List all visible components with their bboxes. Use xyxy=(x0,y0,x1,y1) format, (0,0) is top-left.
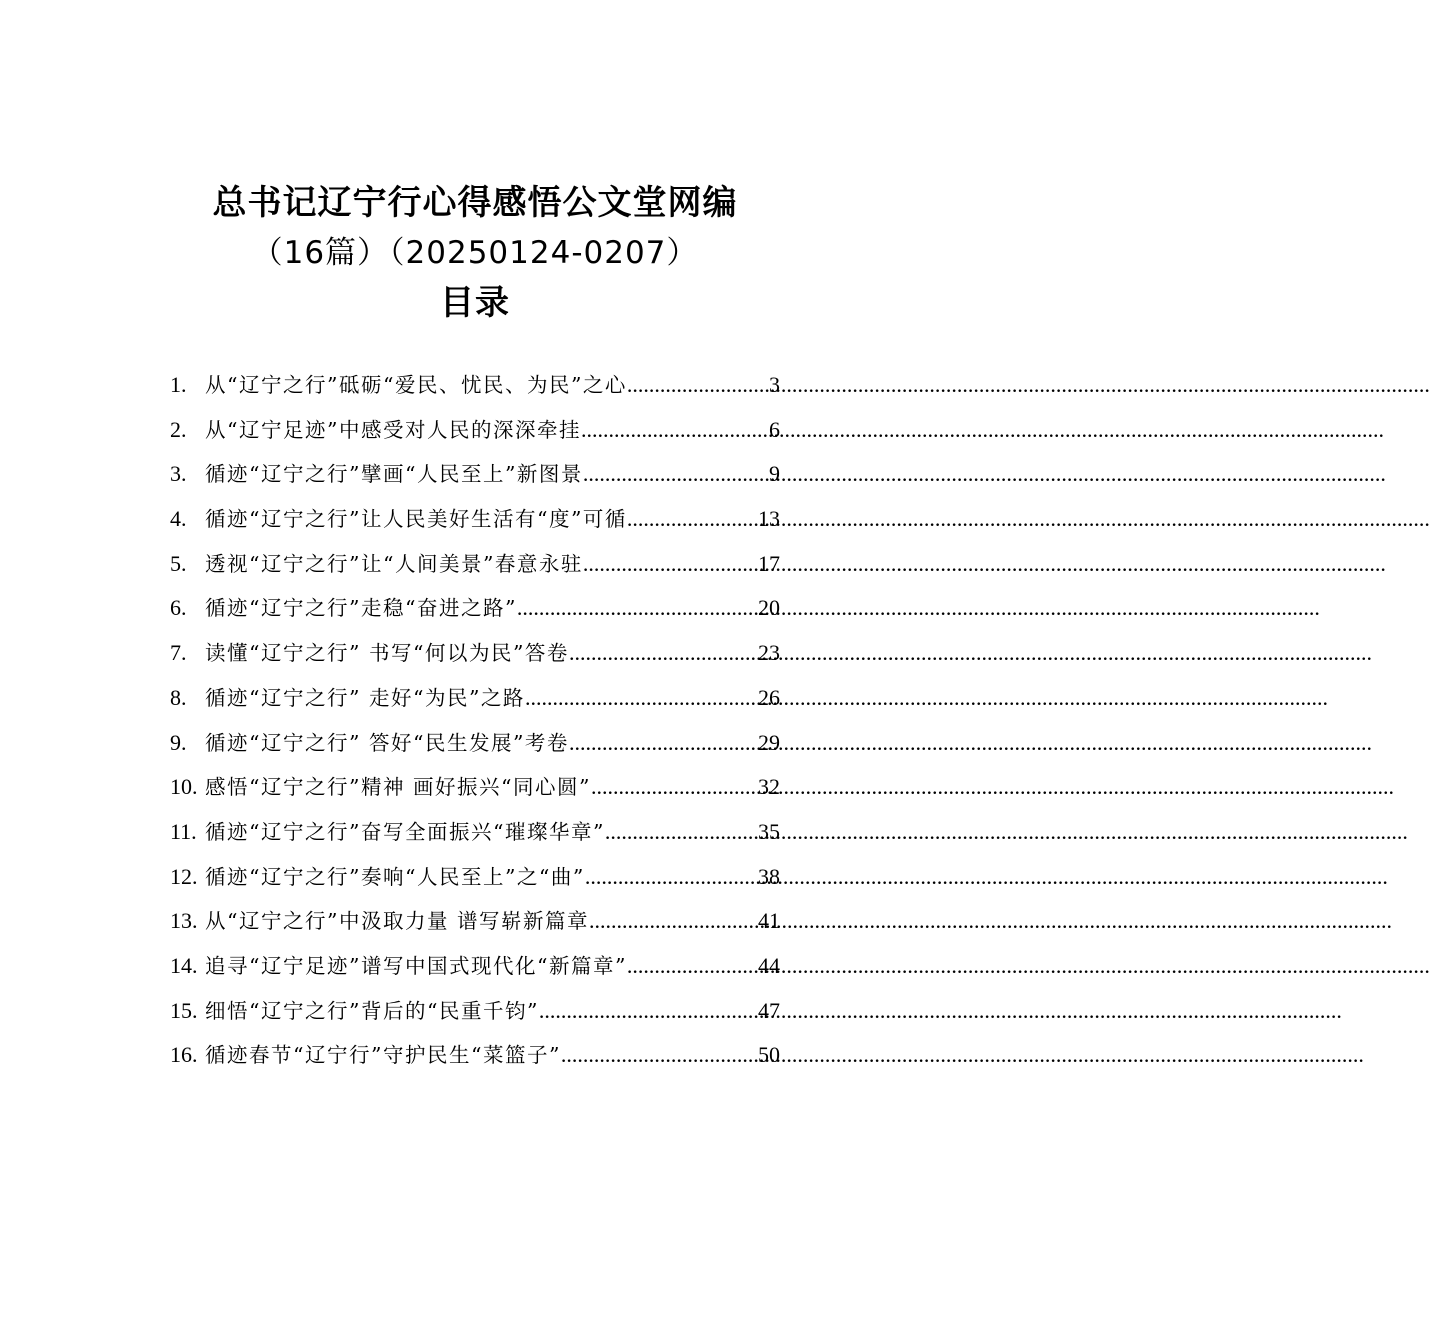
toc-entry-page-number: 13 xyxy=(758,506,780,532)
toc-entry-page-number: 3 xyxy=(769,372,780,397)
toc-dot-leader xyxy=(583,452,769,497)
toc-entry-number: 6. xyxy=(170,595,187,621)
toc-entry[interactable] xyxy=(170,899,780,944)
toc-entry-page-number: 41 xyxy=(758,908,780,934)
toc-entry[interactable] xyxy=(170,676,780,721)
toc-entry-number: 14. xyxy=(170,952,198,978)
toc-entry-number: 3. xyxy=(170,461,187,487)
toc-entry-page-number: 38 xyxy=(758,863,780,889)
toc-entry-page-number: 50 xyxy=(758,1042,780,1068)
toc-dot-leader xyxy=(569,721,758,766)
toc-entry-title: 循迹“辽宁之行”奋写全面振兴“璀璨华章” xyxy=(205,819,605,844)
toc-entry-number: 15. xyxy=(170,997,198,1023)
toc-entry-title: 循迹“辽宁之行”让人民美好生活有“度”可循 xyxy=(205,507,627,532)
toc-entry-number: 16. xyxy=(170,1042,198,1068)
toc-entry-page-number: 26 xyxy=(758,684,780,710)
toc-entry[interactable] xyxy=(170,586,780,631)
toc-entry[interactable] xyxy=(170,363,780,408)
toc-entry[interactable] xyxy=(170,989,780,1034)
toc-entry-title: 从“辽宁之行”中汲取力量 谱写崭新篇章 xyxy=(205,909,589,934)
document-title: 总书记辽宁行心得感悟公文堂网编 xyxy=(212,183,738,223)
toc-dot-leader xyxy=(627,944,758,989)
toc-entry-page-number: 9 xyxy=(769,461,780,487)
toc-entry-number: 1. xyxy=(170,372,187,397)
toc-entry[interactable] xyxy=(170,855,780,900)
toc-entry-page-number: 20 xyxy=(758,595,780,621)
toc-entry[interactable] xyxy=(170,1033,780,1078)
toc-dot-leader xyxy=(605,810,758,855)
toc-entry-number: 4. xyxy=(170,506,187,532)
toc-entry-page-number: 17 xyxy=(758,550,780,576)
toc-entry-number: 8. xyxy=(170,684,187,710)
document-subtitle: （16篇）（20250124-0207） xyxy=(251,235,699,271)
toc-entry-title: 循迹“辽宁之行” 答好“民生发展”考卷 xyxy=(205,730,569,755)
toc-entry-title: 循迹“辽宁之行” 走好“为民”之路 xyxy=(205,685,525,710)
toc-entry-title: 从“辽宁之行”砥砺“爱民、忧民、为民”之心 xyxy=(205,373,627,397)
toc-entry-page-number: 23 xyxy=(758,640,780,666)
table-of-contents xyxy=(170,363,780,1078)
toc-dot-leader xyxy=(581,408,769,453)
toc-entry-number: 5. xyxy=(170,550,187,576)
toc-entry[interactable] xyxy=(170,721,780,766)
toc-entry-title: 感悟“辽宁之行”精神 画好振兴“同心圆” xyxy=(205,775,591,800)
toc-dot-leader xyxy=(589,899,758,944)
toc-entry-title: 细悟“辽宁之行”背后的“民重千钧” xyxy=(205,998,539,1023)
toc-entry[interactable] xyxy=(170,944,780,989)
toc-entry-number: 12. xyxy=(170,863,198,889)
toc-entry-page-number: 29 xyxy=(758,729,780,755)
toc-entry[interactable] xyxy=(170,542,780,587)
toc-entry-number: 2. xyxy=(170,416,187,442)
toc-entry-number: 9. xyxy=(170,729,187,755)
toc-entry-page-number: 35 xyxy=(758,818,780,844)
title-block xyxy=(0,178,950,328)
toc-dot-leader xyxy=(585,855,758,900)
toc-entry-title: 循迹春节“辽宁行”守护民生“菜篮子” xyxy=(205,1043,561,1068)
toc-entry[interactable] xyxy=(170,765,780,810)
toc-entry-title: 追寻“辽宁足迹”谱写中国式现代化“新篇章” xyxy=(205,953,627,978)
toc-entry[interactable] xyxy=(170,810,780,855)
toc-dot-leader xyxy=(583,542,758,587)
toc-dot-leader xyxy=(627,363,769,408)
toc-entry-number: 7. xyxy=(170,640,187,666)
toc-dot-leader xyxy=(517,586,758,631)
toc-dot-leader xyxy=(525,676,758,721)
toc-entry-title: 循迹“辽宁之行”走稳“奋进之路” xyxy=(205,596,517,621)
toc-entry-title: 循迹“辽宁之行”奏响“人民至上”之“曲” xyxy=(205,864,585,889)
toc-dot-leader xyxy=(627,497,758,542)
toc-dot-leader xyxy=(561,1033,758,1078)
toc-dot-leader xyxy=(539,989,758,1034)
toc-entry[interactable] xyxy=(170,408,780,453)
toc-dot-leader xyxy=(591,765,758,810)
toc-entry-title: 透视“辽宁之行”让“人间美景”春意永驻 xyxy=(205,551,583,576)
toc-entry[interactable] xyxy=(170,631,780,676)
toc-entry-number: 13. xyxy=(170,908,198,934)
toc-entry-number: 11. xyxy=(170,818,197,844)
toc-entry-page-number: 47 xyxy=(758,997,780,1023)
toc-dot-leader xyxy=(569,631,758,676)
toc-entry-page-number: 32 xyxy=(758,774,780,800)
toc-entry-title: 从“辽宁足迹”中感受对人民的深深牵挂 xyxy=(205,417,581,442)
toc-entry[interactable] xyxy=(170,452,780,497)
toc-entry-number: 10. xyxy=(170,774,198,800)
toc-entry-page-number: 6 xyxy=(769,416,780,442)
toc-entry-title: 循迹“辽宁之行”擘画“人民至上”新图景 xyxy=(205,462,583,487)
toc-heading: 目录 xyxy=(440,283,510,323)
toc-entry-page-number: 44 xyxy=(758,952,780,978)
toc-entry[interactable] xyxy=(170,497,780,542)
toc-entry-title: 读懂“辽宁之行” 书写“何以为民”答卷 xyxy=(205,641,569,666)
